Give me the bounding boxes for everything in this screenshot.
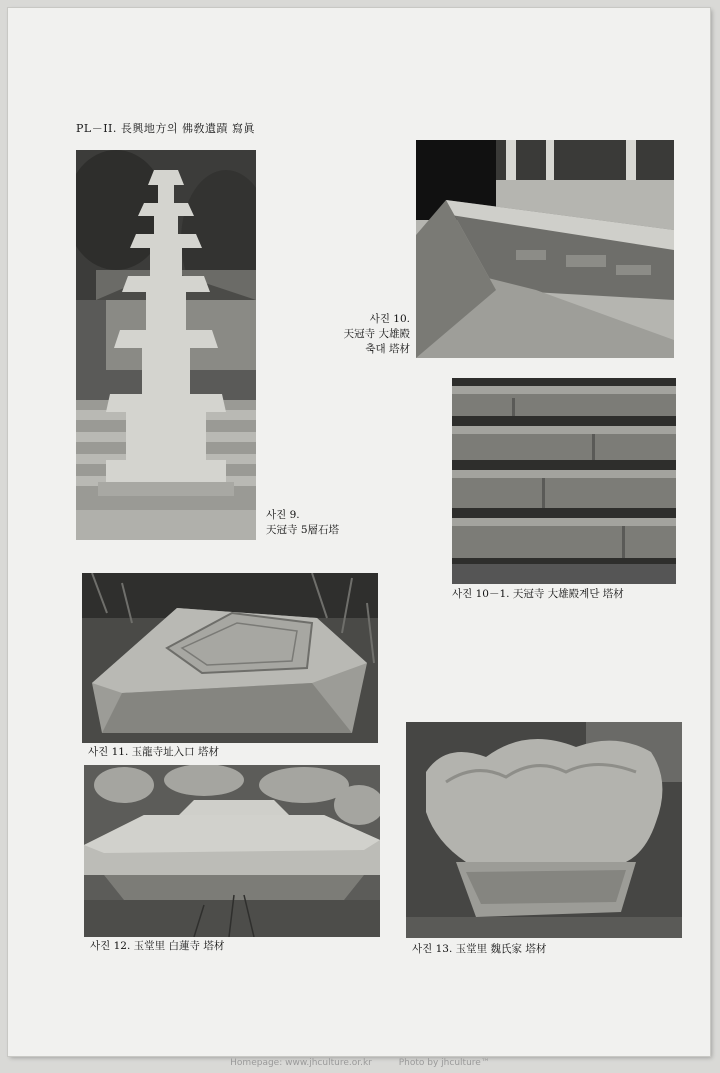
- footer-homepage-link[interactable]: Homepage: www.jhculture.or.kr: [230, 1058, 372, 1068]
- caption-photo-9-line2: 天冠寺 5層石塔: [266, 524, 340, 536]
- photo-9-pagoda: [76, 150, 256, 540]
- caption-photo-10-line2: 天冠寺 大雄殿: [343, 328, 410, 340]
- caption-photo-9-line1: 사진 9.: [266, 509, 300, 521]
- caption-photo-10-line3: 축대 塔材: [365, 343, 410, 355]
- caption-photo-13: 사진 13. 玉堂里 魏氏家 塔材: [412, 943, 547, 955]
- caption-photo-11: 사진 11. 玉龍寺址入口 塔材: [88, 746, 219, 758]
- photo-10-terrace: [416, 140, 674, 358]
- caption-photo-10: [330, 312, 410, 357]
- photo-12-roofstone: [84, 765, 380, 937]
- plate-title: PL－II. 長興地方의 佛敎遺蹟 寫眞: [76, 122, 256, 135]
- caption-photo-10-line1: 사진 10.: [369, 313, 410, 325]
- photo-10-1-steps: [452, 378, 676, 584]
- footer-photo-credit: Photo by jhculture™: [398, 1058, 490, 1068]
- caption-photo-9: [266, 508, 339, 538]
- photo-13-carved-stone: [406, 722, 682, 938]
- caption-photo-12: 사진 12. 玉堂里 白蓮寺 塔材: [90, 940, 225, 952]
- caption-photo-10-1: 사진 10－1. 天冠寺 大雄殿계단 塔材: [452, 588, 624, 600]
- photo-11-slab: [82, 573, 378, 743]
- footer: [0, 1058, 720, 1068]
